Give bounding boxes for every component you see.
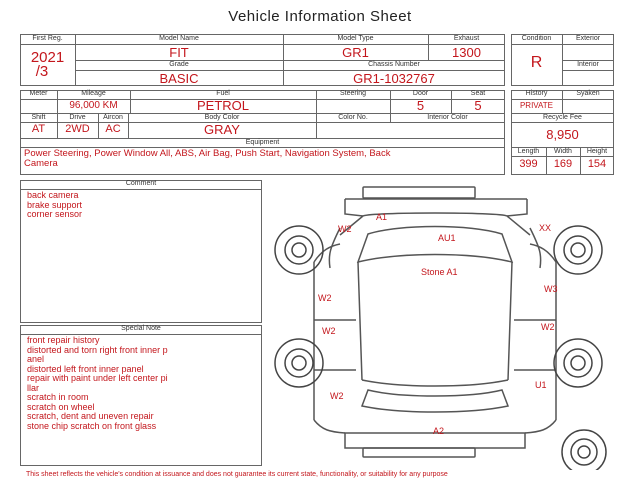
condition-label: Condition <box>521 35 552 42</box>
first-reg-label: First Reg. <box>32 35 63 42</box>
special-note-line: scratch in room <box>27 392 89 402</box>
aircon-label: Aircon <box>103 114 123 121</box>
model-type-label: Model Type <box>337 35 374 42</box>
special-note-line: anel <box>27 354 45 364</box>
special-note-label: Special Note <box>121 325 161 332</box>
grade-value: BASIC <box>159 71 199 86</box>
model-name-value: FIT <box>169 45 189 60</box>
width-value: 169 <box>553 158 573 170</box>
fuel-label: Fuel <box>216 90 230 97</box>
chassis-number-value: GR1-1032767 <box>353 71 435 86</box>
mileage-value: 96,000 KM <box>69 100 118 111</box>
special-note-line: scratch on wheel <box>27 401 95 412</box>
length-value: 399 <box>519 158 538 170</box>
mileage-label: Mileage <box>81 90 106 97</box>
fuel-value: PETROL <box>196 98 249 113</box>
sheet-title: Vehicle Information Sheet <box>228 8 412 25</box>
history-label: History <box>525 90 548 97</box>
damage-code: W2 <box>541 322 555 332</box>
condition-value: R <box>530 54 543 71</box>
aircon-value: AC <box>105 123 121 135</box>
special-note-line: front repair history <box>27 335 100 345</box>
height-label: Height <box>586 148 608 155</box>
meter-label: Meter <box>29 90 48 97</box>
equipment-text <box>24 149 390 168</box>
comment-line: brake support <box>27 199 83 210</box>
exhaust-value: 1300 <box>452 45 481 60</box>
damage-code: W3 <box>544 284 558 294</box>
drive-value: 2WD <box>65 123 90 135</box>
door-value: 5 <box>416 98 425 113</box>
damage-code: A1 <box>376 212 388 222</box>
damage-code: Stone A1 <box>421 267 458 277</box>
seat-value: 5 <box>474 98 482 113</box>
height-value: 154 <box>587 158 607 170</box>
door-label: Door <box>412 90 429 97</box>
comment-label: Comment <box>125 180 157 187</box>
width-label: Width <box>554 148 572 155</box>
special-note-text <box>27 336 168 431</box>
seat-label: Seat <box>470 90 486 97</box>
color-no-label: Color No. <box>338 114 368 121</box>
damage-code: XX <box>539 223 552 233</box>
damage-code: AU1 <box>438 233 456 243</box>
first-reg-year: 2021 <box>30 49 65 66</box>
recycle-fee-label: Recycle Fee <box>543 114 582 121</box>
special-note-line: stone chip scratch on front glass <box>27 420 157 431</box>
history-value: PRIVATE <box>519 101 554 110</box>
shift-value: AT <box>31 123 46 135</box>
grade-label: Grade <box>169 61 189 68</box>
model-type-value: GR1 <box>342 45 369 60</box>
exterior-label: Exterior <box>575 35 601 42</box>
special-note-line: distorted and torn right front inner p <box>27 344 168 355</box>
first-reg-month: /3 <box>35 63 49 80</box>
chassis-number-label: Chassis Number <box>368 61 420 68</box>
damage-code: W2 <box>318 293 332 303</box>
body-color-label: Body Color <box>204 114 240 121</box>
equipment-label: Equipment <box>245 139 280 146</box>
interior-color-label: Interior Color <box>427 114 468 121</box>
body-color-value: GRAY <box>204 122 240 137</box>
steering-label: Steering <box>339 90 367 97</box>
comment-text <box>27 191 82 220</box>
disclaimer-footer: This sheet reflects the vehicle's condition at issuance and does not guarantee its current state, functionality, or suitability for any purpose <box>26 471 448 478</box>
damage-code: U1 <box>535 380 547 390</box>
exhaust-label: Exhaust <box>453 35 480 42</box>
damage-code: A2 <box>433 426 445 436</box>
syaken-label: Syaken <box>576 90 600 97</box>
car-damage-diagram <box>262 180 614 470</box>
shift-label: Shift <box>31 114 46 121</box>
model-name-label: Model Name <box>159 35 199 42</box>
comment-line: back camera <box>27 190 79 200</box>
equipment-line: Camera <box>24 157 58 169</box>
interior-label: Interior <box>577 61 599 68</box>
recycle-fee-value: 8,950 <box>546 127 579 142</box>
damage-code: W2 <box>330 391 344 401</box>
damage-code: W2 <box>322 326 336 336</box>
drive-label: Drive <box>69 114 86 121</box>
comment-line: corner sensor <box>27 209 83 219</box>
damage-code: W2 <box>338 224 352 234</box>
equipment-line: Power Steering, Power Window All, ABS, Air Bag, Push Start, Navigation System, Back <box>24 148 391 159</box>
length-label: Length <box>517 148 540 155</box>
special-note-line: scratch, dent and uneven repair <box>27 411 154 421</box>
special-note-line: repair with paint under left center pi <box>27 373 168 383</box>
special-note-line: distorted left front inner panel <box>27 363 144 374</box>
special-note-line: llar <box>27 382 40 393</box>
